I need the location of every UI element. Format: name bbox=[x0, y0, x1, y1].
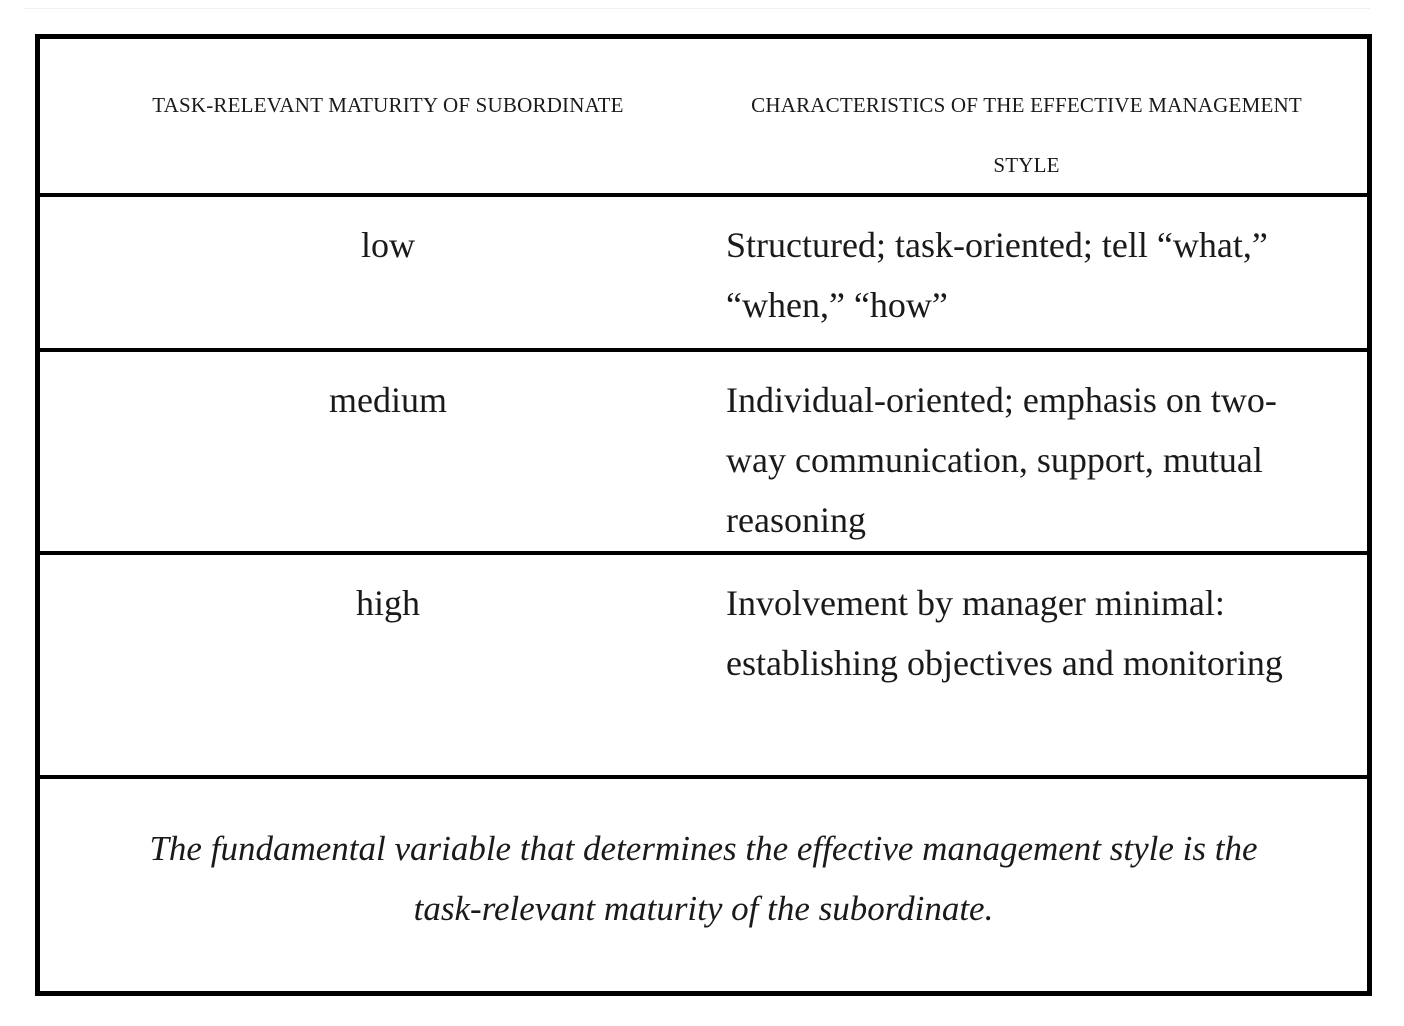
table-row bbox=[40, 352, 1367, 555]
top-divider bbox=[24, 8, 1370, 9]
management-style-table bbox=[35, 34, 1372, 996]
table-footer-row bbox=[40, 779, 1367, 991]
style-description: Involvement by manager minimal: establishing objectives and monitoring bbox=[726, 583, 1283, 683]
header-characteristics: CHARACTERISTICS OF THE EFFECTIVE MANAGEMENT STYLE bbox=[751, 93, 1302, 177]
maturity-level: high bbox=[355, 583, 420, 623]
table-header-row bbox=[40, 39, 1367, 197]
header-maturity: TASK-RELEVANT MATURITY OF SUBORDINATE bbox=[152, 93, 624, 117]
style-description: Structured; task-oriented; tell “what,” “when,” “how” bbox=[726, 225, 1268, 325]
footer-statement: The fundamental variable that determines the effective management style is the task-relevant maturity of the subordinate. bbox=[149, 829, 1258, 928]
table-row bbox=[40, 197, 1367, 352]
table-row bbox=[40, 555, 1367, 779]
style-description: Individual-oriented; emphasis on two-way communication, support, mutual reasoning bbox=[726, 380, 1277, 540]
maturity-level: medium bbox=[329, 380, 447, 420]
maturity-level: low bbox=[361, 225, 415, 265]
